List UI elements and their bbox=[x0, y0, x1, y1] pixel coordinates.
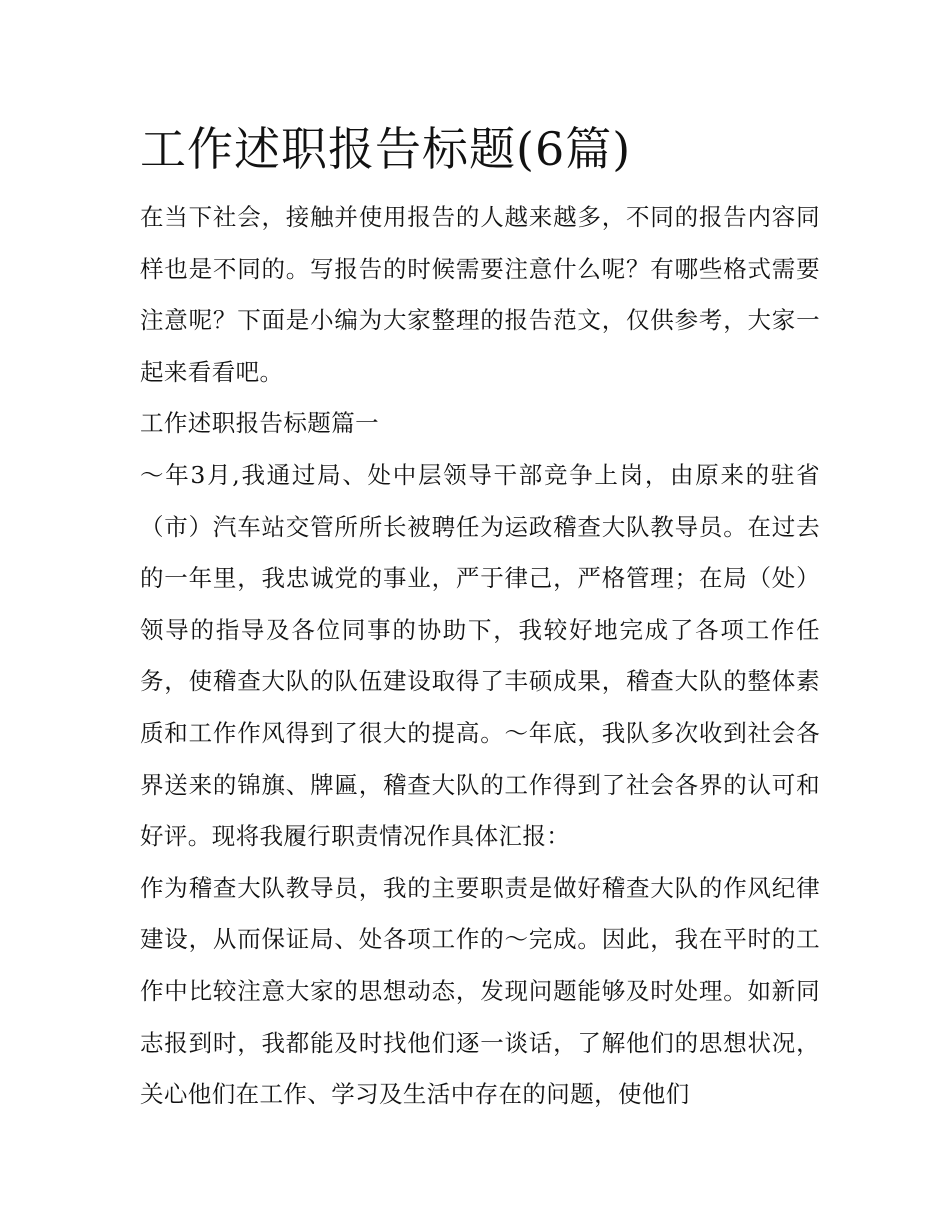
document-title: 工作述职报告标题(6篇) bbox=[140, 122, 632, 176]
intro-paragraph: 在当下社会，接触并使用报告的人越来越多，不同的报告内容同样也是不同的。写报告的时候需要注意什么呢？有哪些格式需要注意呢？下面是小编为大家整理的报告范文，仅供参考，大家一起来看看吧。 bbox=[140, 203, 820, 386]
body-paragraph-2: 作为稽查大队教导员，我的主要职责是做好稽查大队的作风纪律建设，从而保证局、处各项工作的～完成。因此，我在平时的工作中比较注意大家的思想动态，发现问题能够及时处理。如新同志报到时，我都能及时找他们逐一谈话，了解他们的思想状况，关心他们在工作、学习及生活中存在的问题，使他们 bbox=[140, 873, 820, 1109]
section-heading: 工作述职报告标题篇一 bbox=[140, 409, 379, 438]
body-paragraph-1: ～年3月,我通过局、处中层领导干部竞争上岗，由原来的驻省（市）汽车站交管所所长被聘任为运政稽查大队教导员。在过去的一年里，我忠诚党的事业，严于律己，严格管理；在局（处）领导的指导及各位同事的协助下，我较好地完成了各项工作任务，使稽查大队的队伍建设取得了丰硕成果，稽查大队的整体素质和工作作风得到了很大的提高。～年底，我队多次收到社会各界送来的锦旗、牌匾，稽查大队的工作得到了社会各界的认可和好评。现将我履行职责情况作具体汇报： bbox=[140, 460, 820, 851]
document-page bbox=[140, 0, 820, 1121]
